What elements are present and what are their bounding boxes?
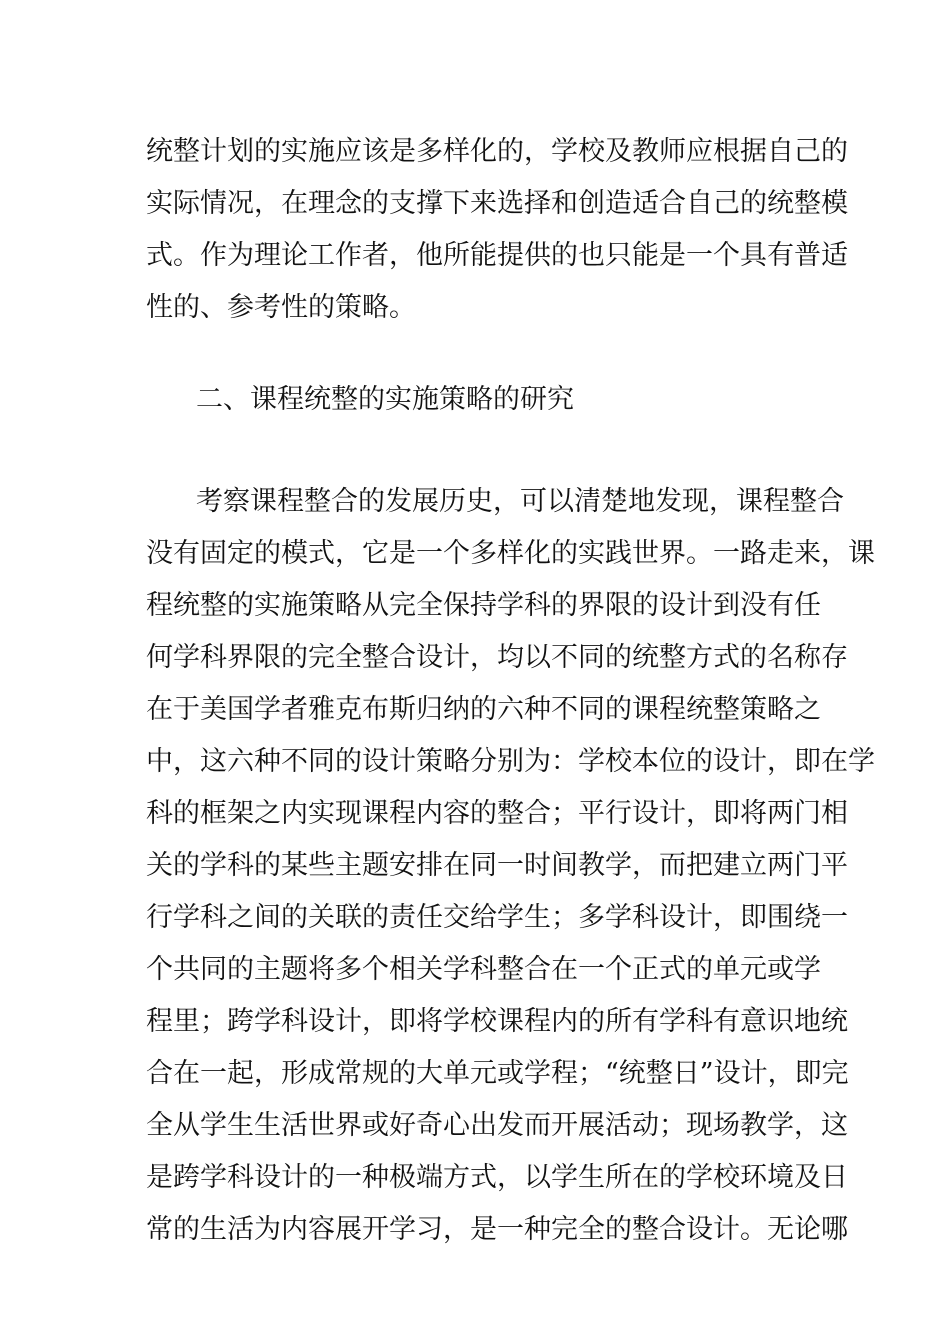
section-heading: 二、课程统整的实施策略的研究 <box>196 384 574 415</box>
paragraph-1-line: 式。作为理论工作者，他所能提供的也只能是一个具有普适 <box>146 240 848 271</box>
paragraph-2-line: 科的框架之内实现课程内容的整合；平行设计，即将两门相 <box>146 798 848 829</box>
paragraph-1-line: 实际情况，在理念的支撑下来选择和创造适合自己的统整模 <box>146 188 848 219</box>
paragraph-2-line: 行学科之间的关联的责任交给学生；多学科设计，即围绕一 <box>146 902 848 933</box>
paragraph-2-line: 程统整的实施策略从完全保持学科的界限的设计到没有任 <box>146 590 821 621</box>
paragraph-2-line: 个共同的主题将多个相关学科整合在一个正式的单元或学 <box>146 954 821 985</box>
paragraph-1-line: 统整计划的实施应该是多样化的，学校及教师应根据自己的 <box>146 136 848 167</box>
paragraph-2-line: 常的生活为内容展开学习，是一种完全的整合设计。无论哪 <box>146 1214 848 1245</box>
paragraph-2-line: 合在一起，形成常规的大单元或学程；“统整日”设计，即完 <box>146 1058 849 1089</box>
paragraph-2-line: 程里；跨学科设计，即将学校课程内的所有学科有意识地统 <box>146 1006 848 1037</box>
paragraph-2-line: 考察课程整合的发展历史，可以清楚地发现，课程整合 <box>196 486 844 517</box>
paragraph-2-line: 中，这六种不同的设计策略分别为：学校本位的设计，即在学 <box>146 746 875 777</box>
paragraph-2-line: 何学科界限的完全整合设计，均以不同的统整方式的名称存 <box>146 642 848 673</box>
paragraph-1-line: 性的、参考性的策略。 <box>146 292 416 323</box>
paragraph-2-line: 没有固定的模式，它是一个多样化的实践世界。一路走来，课 <box>146 538 875 569</box>
paragraph-2-line: 在于美国学者雅克布斯归纳的六种不同的课程统整策略之 <box>146 694 821 725</box>
paragraph-2-line: 全从学生生活世界或好奇心出发而开展活动；现场教学，这 <box>146 1110 848 1141</box>
paragraph-2-line: 是跨学科设计的一种极端方式，以学生所在的学校环境及日 <box>146 1162 848 1193</box>
paragraph-2-line: 关的学科的某些主题安排在同一时间教学，而把建立两门平 <box>146 850 848 881</box>
